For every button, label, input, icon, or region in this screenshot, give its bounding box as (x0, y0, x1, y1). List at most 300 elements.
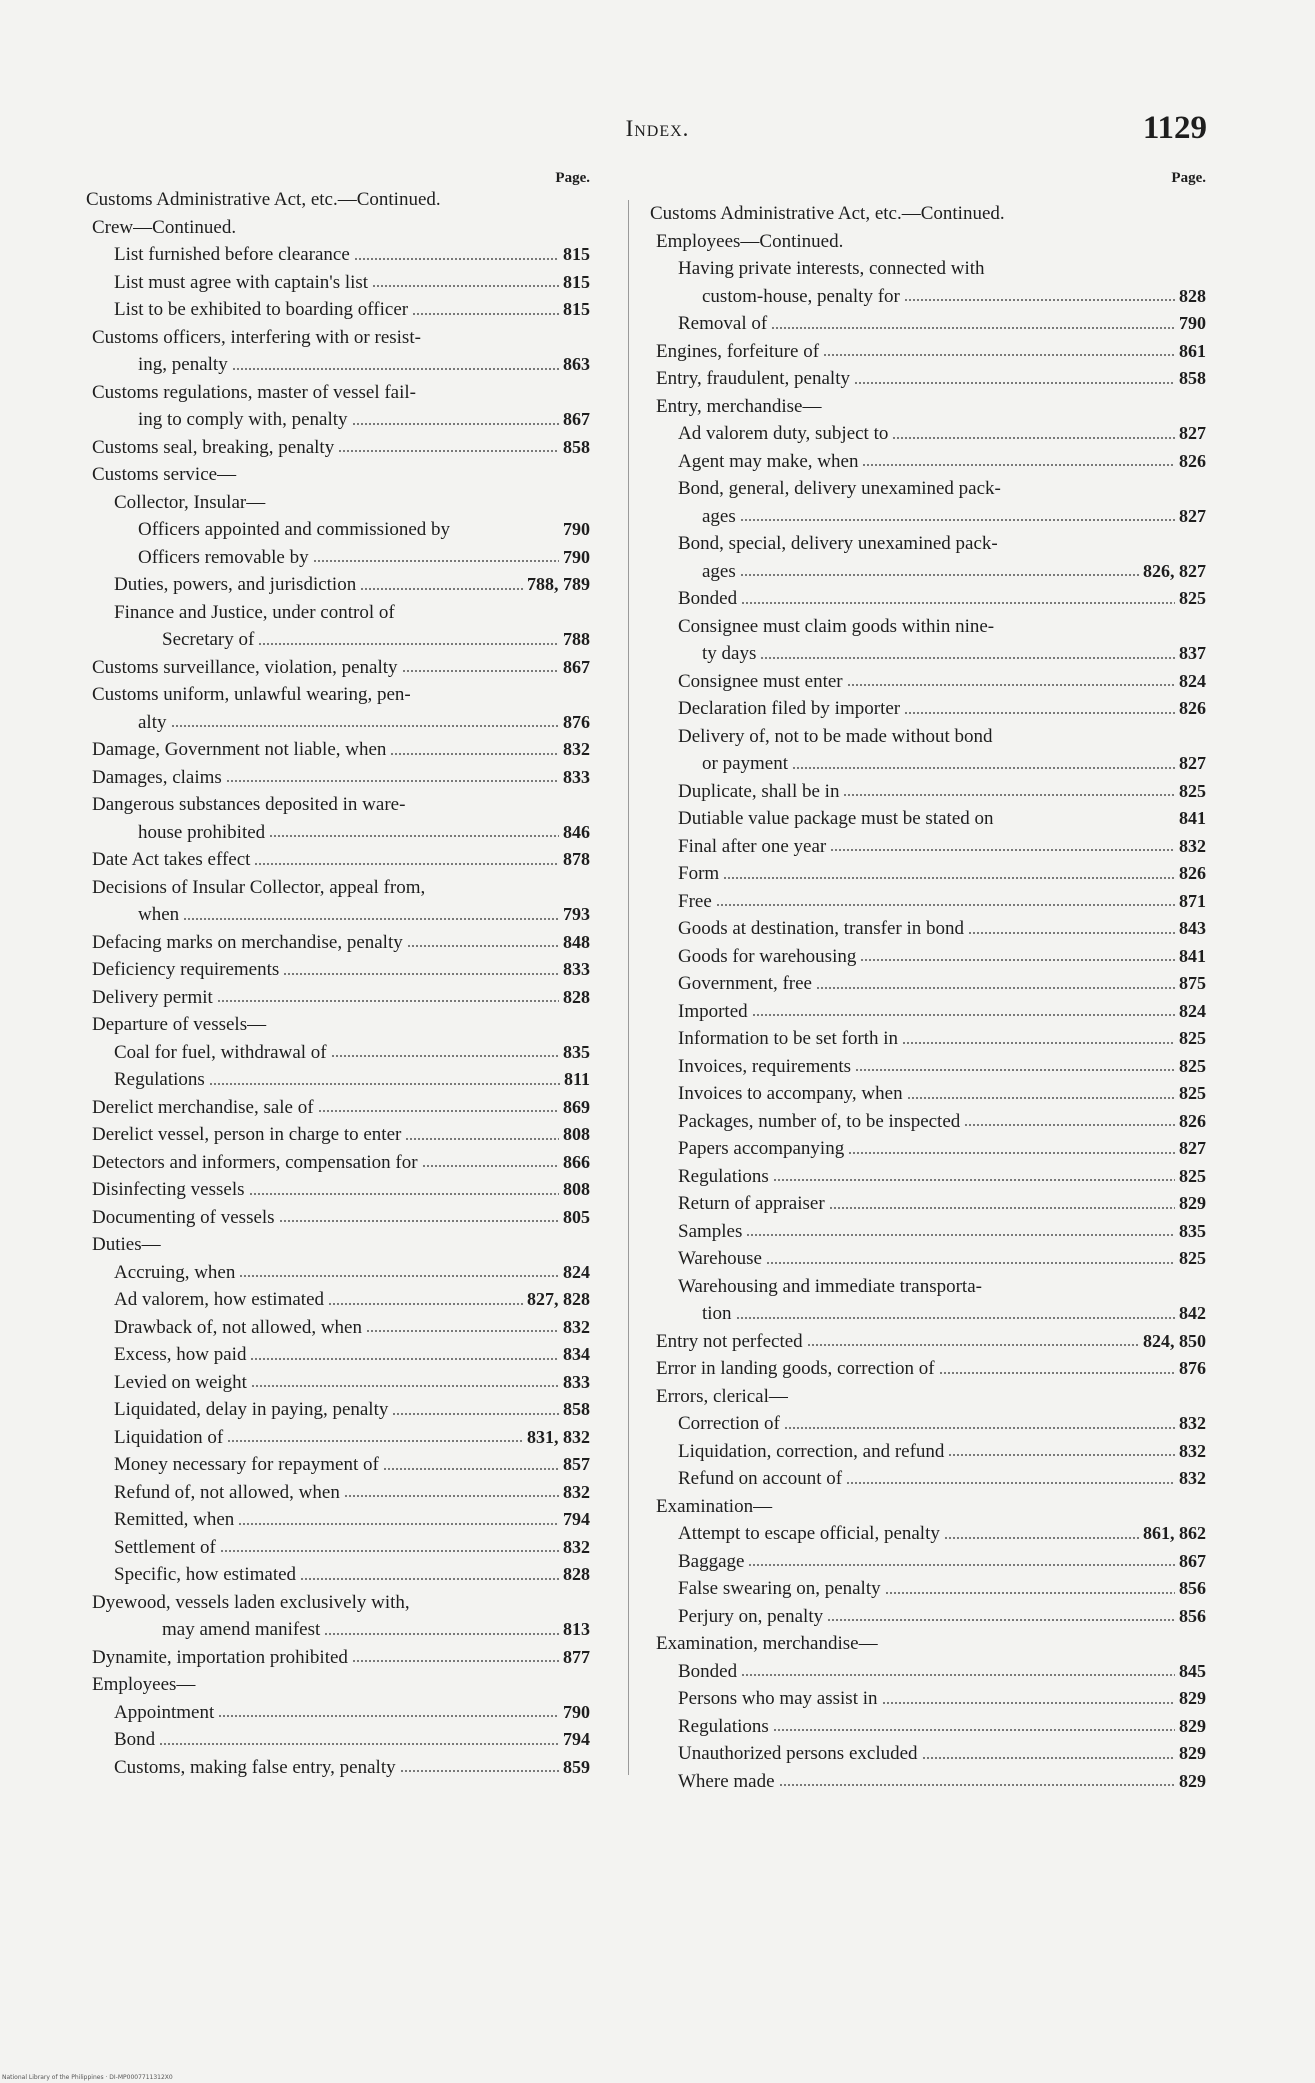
index-entry-text: Persons who may assist in (678, 1688, 878, 1709)
index-entry (650, 695, 1206, 723)
index-entry-text: Finance and Justice, under control of (114, 601, 395, 623)
dot-leader (723, 877, 1175, 879)
page-reference: 827 (1179, 423, 1206, 443)
page-reference: 790 (563, 546, 590, 567)
index-entry-text: Attempt to escape official, penalty (678, 1523, 940, 1544)
page-reference: 871 (1179, 890, 1206, 911)
page-reference: 825 (1179, 588, 1206, 608)
page-reference: 843 (1179, 918, 1206, 938)
dot-leader (390, 753, 559, 755)
page-reference: 878 (563, 849, 590, 869)
index-entry (86, 269, 590, 297)
index-entry (86, 681, 590, 709)
index-entry-text: Entry, merchandise— (656, 395, 822, 417)
index-entry (86, 1506, 590, 1534)
index-entry-text: Errors, clerical— (656, 1385, 788, 1407)
page-reference: 815 (563, 271, 590, 292)
index-entry-text: Appointment (114, 1701, 215, 1723)
index-entry-text: Duplicate, shall be in (678, 780, 840, 802)
page-reference: 829 (1179, 1743, 1206, 1763)
index-entry (86, 1286, 590, 1314)
index-entry (650, 1135, 1206, 1163)
index-entry (86, 1424, 590, 1452)
index-entry-text: ages (702, 505, 736, 527)
index-entry (86, 1616, 590, 1644)
index-entry (650, 503, 1206, 531)
index-entry-text: Examination, merchandise— (656, 1633, 878, 1654)
page-reference: 805 (563, 1206, 590, 1227)
dot-leader (249, 1193, 559, 1195)
dot-leader (843, 794, 1175, 796)
dot-leader (217, 1000, 559, 1002)
dot-leader (407, 945, 559, 947)
page-reference: 824, 850 (1143, 1330, 1206, 1351)
page-reference: 825 (1179, 780, 1206, 801)
dot-leader (740, 519, 1175, 521)
index-entry-text: Specific, how estimated (114, 1564, 297, 1585)
page-reference: 841 (1179, 808, 1206, 828)
dot-leader (807, 1344, 1139, 1346)
index-entry (86, 599, 590, 627)
index-entry (650, 1575, 1206, 1603)
page-reference: 825 (1179, 1248, 1206, 1268)
dot-leader (344, 1495, 559, 1497)
index-entry-text: ages (702, 560, 736, 582)
index-entry-text: house prohibited (138, 821, 266, 843)
index-entry (86, 241, 590, 269)
index-entry-text: Bonded (678, 1660, 738, 1682)
index-entry (650, 1218, 1206, 1246)
index-entry (650, 1520, 1206, 1548)
page-reference: 825 (1179, 1165, 1206, 1186)
dot-leader (300, 1578, 559, 1580)
index-entry-text: Declaration filed by importer (678, 698, 901, 719)
dot-leader (254, 863, 559, 865)
index-entry (650, 1713, 1206, 1741)
index-entry (86, 1451, 590, 1479)
index-entry (650, 1685, 1206, 1713)
page-reference: 877 (563, 1646, 590, 1667)
index-entry (86, 1094, 590, 1122)
index-entry-text: Final after one year (678, 835, 827, 857)
index-entry (86, 1589, 590, 1617)
dot-leader (331, 1055, 559, 1057)
index-entry (650, 283, 1206, 311)
index-entry (86, 1644, 590, 1672)
index-entry-text: Bond (114, 1729, 156, 1750)
index-entry-text: Bonded (678, 588, 738, 609)
index-entry (86, 1259, 590, 1287)
index-entry-text: Having private interests, connected with (678, 258, 985, 279)
index-entry (86, 544, 590, 572)
page-reference: 815 (563, 244, 590, 264)
index-entry (650, 943, 1206, 971)
index-entry (86, 214, 590, 242)
dot-leader (338, 450, 559, 452)
index-entry-text: Consignee must claim goods within nine- (678, 615, 995, 637)
index-entry (86, 1341, 590, 1369)
index-entry-text: Drawback of, not allowed, when (114, 1316, 362, 1338)
index-entry-text: Customs surveillance, violation, penalty (92, 656, 398, 678)
dot-leader (823, 354, 1175, 356)
index-entry-text: Where made (678, 1770, 775, 1792)
dot-leader (328, 1303, 523, 1305)
page-reference: 794 (563, 1509, 590, 1529)
index-entry-text: Dangerous substances deposited in ware- (92, 794, 406, 815)
index-entry-text: Goods for warehousing (678, 945, 857, 967)
index-entry (650, 1740, 1206, 1768)
index-entry (86, 736, 590, 764)
dot-leader (792, 767, 1175, 769)
index-entry (86, 1369, 590, 1397)
index-entry-text: Documenting of vessels (92, 1206, 275, 1228)
index-entry-text: Money necessary for repayment of (114, 1454, 379, 1475)
index-entry-text: Departure of vessels— (92, 1014, 267, 1035)
index-entry-text: Derelict vessel, person in charge to enter (92, 1124, 402, 1145)
dot-leader (746, 1234, 1175, 1236)
index-entry-text: Delivery of, not to be made without bond (678, 725, 993, 747)
page-reference: 833 (563, 766, 590, 787)
page-reference: 876 (1179, 1358, 1206, 1378)
dot-leader (784, 1427, 1175, 1429)
page-reference: 790 (1179, 313, 1206, 333)
index-entry (650, 558, 1206, 586)
index-entry (650, 668, 1206, 696)
dot-leader (354, 258, 559, 260)
index-entry-text: Crew—Continued. (92, 216, 237, 238)
index-entry (650, 833, 1206, 861)
page-reference: 832 (563, 1536, 590, 1557)
dot-leader (283, 973, 559, 975)
dot-leader (862, 464, 1175, 466)
dot-leader (159, 1743, 559, 1745)
dot-leader (412, 313, 559, 315)
index-entry-text: Ad valorem, how estimated (114, 1289, 325, 1310)
dot-leader (827, 1619, 1175, 1621)
index-entry (650, 778, 1206, 806)
index-entry-text: Delivery permit (92, 986, 213, 1008)
index-entry-text: List to be exhibited to boarding officer (114, 299, 409, 320)
index-entry (86, 1204, 590, 1232)
dot-leader (885, 1592, 1175, 1594)
index-entry-text: Agent may make, when (678, 450, 859, 472)
index-entry (86, 516, 590, 544)
index-entry-text: Employees— (92, 1674, 196, 1695)
page-reference: 848 (563, 931, 590, 952)
page-reference: 826, 827 (1143, 560, 1206, 581)
page-reference: 842 (1179, 1303, 1206, 1323)
dot-leader (209, 1083, 560, 1085)
index-entry (86, 461, 590, 489)
index-entry-text: Employees—Continued. (656, 230, 844, 252)
page-reference: 869 (563, 1096, 590, 1117)
index-entry-text: Customs regulations, master of vessel fail- (92, 381, 416, 403)
dot-leader (422, 1165, 559, 1167)
index-entry-text: ing, penalty (138, 354, 228, 375)
index-entry-text: Bond, special, delivery unexamined pack- (678, 533, 998, 554)
dot-leader (904, 712, 1175, 714)
index-entry (86, 186, 590, 214)
dot-leader (907, 1097, 1175, 1099)
index-entry (86, 1066, 590, 1094)
index-entry (650, 1053, 1206, 1081)
index-entry-text: Correction of (678, 1413, 780, 1434)
page-reference: 788 (563, 629, 590, 649)
index-entry-text: Duties— (92, 1234, 161, 1255)
page-reference: 856 (1179, 1578, 1206, 1598)
index-entry (650, 1108, 1206, 1136)
index-entry (86, 1231, 590, 1259)
index-entry-text: when (138, 904, 180, 925)
page-reference: 832 (1179, 1468, 1206, 1488)
dot-leader (882, 1702, 1176, 1704)
dot-leader (948, 1454, 1175, 1456)
index-entry-text: Information to be set forth in (678, 1028, 899, 1049)
dot-leader (968, 932, 1175, 934)
page-reference: 793 (563, 904, 590, 924)
dot-leader (392, 1413, 559, 1415)
index-entry-text: Excess, how paid (114, 1344, 247, 1365)
index-entry-text: Imported (678, 1000, 748, 1022)
index-entry (86, 1314, 590, 1342)
index-entry-text: Invoices, requirements (678, 1055, 852, 1077)
dot-leader (405, 1138, 559, 1140)
index-entry (86, 1479, 590, 1507)
index-entry-text: Customs officers, interfering with or resist- (92, 326, 421, 348)
page-reference: 828 (1179, 285, 1206, 306)
page-reference: 835 (1179, 1220, 1206, 1241)
index-entry (86, 791, 590, 819)
dot-leader (848, 1152, 1175, 1154)
dot-leader (227, 1440, 523, 1442)
page-reference: 826 (1179, 698, 1206, 718)
dot-leader (171, 725, 560, 727)
index-entry (650, 1548, 1206, 1576)
page-reference: 828 (563, 1564, 590, 1584)
page-reference: 867 (1179, 1550, 1206, 1571)
index-entry (650, 1300, 1206, 1328)
index-entry (86, 434, 590, 462)
index-entry-text: Customs, making false entry, penalty (114, 1756, 396, 1778)
index-entry (650, 1355, 1206, 1383)
dot-leader (766, 1262, 1175, 1264)
dot-leader (232, 368, 559, 370)
index-entry (650, 365, 1206, 393)
index-entry-text: Officers removable by (138, 546, 309, 568)
index-entry (86, 1534, 590, 1562)
index-entry (650, 530, 1206, 558)
index-entry-text: Form (678, 863, 720, 884)
index-entry-text: Disinfecting vessels (92, 1179, 245, 1200)
index-entry (86, 379, 590, 407)
index-entry-text: Customs Administrative Act, etc.—Continued. (86, 189, 441, 210)
page-reference: 815 (563, 299, 590, 319)
page-reference: 829 (1179, 1193, 1206, 1213)
page-reference: 827, 828 (527, 1289, 590, 1309)
page-reference: 826 (1179, 1110, 1206, 1131)
index-entry-text: tion (702, 1303, 732, 1324)
index-entry (650, 1465, 1206, 1493)
index-entry (650, 888, 1206, 916)
index-entry (650, 1438, 1206, 1466)
dot-leader (269, 835, 559, 837)
index-entry (650, 723, 1206, 751)
dot-leader (902, 1042, 1175, 1044)
page-reference: 828 (563, 986, 590, 1007)
dot-leader (251, 1385, 559, 1387)
index-entry (86, 571, 590, 599)
index-entry-text: Derelict merchandise, sale of (92, 1096, 314, 1118)
page-reference: 827 (1179, 753, 1206, 773)
index-entry-text: Packages, number of, to be inspected (678, 1110, 961, 1132)
index-entry-text: Detectors and informers, compensation for (92, 1151, 418, 1173)
index-entry (650, 585, 1206, 613)
page-reference: 867 (563, 409, 590, 429)
index-entry (86, 1121, 590, 1149)
index-entry (650, 420, 1206, 448)
page-column-label: Page. (1171, 170, 1206, 186)
page-reference: 831, 832 (527, 1426, 590, 1447)
dot-leader (944, 1537, 1139, 1539)
index-entry-text: alty (138, 711, 167, 733)
index-entry (86, 1561, 590, 1589)
index-entries-left (86, 186, 590, 1781)
page-reference: 788, 789 (527, 574, 590, 594)
dot-leader (324, 1633, 559, 1635)
dot-leader (860, 959, 1175, 961)
index-entry-text: Warehousing and immediate transporta- (678, 1275, 982, 1297)
index-entry (650, 200, 1206, 228)
dot-leader (741, 602, 1175, 604)
index-entry-text: ty days (702, 643, 757, 664)
page-reference: 824 (1179, 670, 1206, 691)
index-entry-text: Defacing marks on merchandise, penalty (92, 931, 403, 953)
index-entry (86, 984, 590, 1012)
index-entry-text: Perjury on, penalty (678, 1605, 824, 1627)
dot-leader (854, 382, 1175, 384)
page-reference: 829 (1179, 1770, 1206, 1791)
index-entry (86, 1699, 590, 1727)
dot-leader (816, 987, 1175, 989)
index-entry (650, 338, 1206, 366)
dot-leader (250, 1358, 559, 1360)
dot-leader (238, 1523, 559, 1525)
dot-leader (752, 1014, 1175, 1016)
index-entry (86, 846, 590, 874)
dot-leader (716, 904, 1175, 906)
index-entry-text: or payment (702, 753, 789, 774)
dot-leader (226, 780, 559, 782)
index-entry-text: Liquidation, correction, and refund (678, 1440, 945, 1462)
index-entry (86, 874, 590, 902)
page-reference: 833 (563, 959, 590, 979)
index-entry-text: Return of appraiser (678, 1193, 825, 1214)
index-entry-text: Accruing, when (114, 1261, 236, 1283)
page-reference: 826 (1179, 863, 1206, 883)
index-entry-text: Levied on weight (114, 1371, 247, 1393)
index-entry-text: Officers appointed and commissioned by (138, 519, 451, 540)
index-entry (86, 709, 590, 737)
dot-leader (220, 1550, 559, 1552)
index-entry-text: Papers accompanying (678, 1138, 845, 1159)
page-reference: 841 (1179, 945, 1206, 966)
page-reference: 832 (1179, 1413, 1206, 1433)
page-reference: 832 (1179, 1440, 1206, 1461)
index-entry (86, 324, 590, 352)
page-reference: 832 (563, 1316, 590, 1337)
index-entry-text: Regulations (114, 1069, 205, 1090)
page-number: 1129 (1142, 110, 1207, 146)
index-entry (650, 1493, 1206, 1521)
page-reference: 825 (1179, 1083, 1206, 1103)
index-entry-text: Decisions of Insular Collector, appeal from, (92, 876, 426, 898)
page-reference: 858 (563, 436, 590, 457)
page-reference: 833 (563, 1371, 590, 1392)
index-entry-text: ing to comply with, penalty (138, 409, 348, 430)
dot-leader (736, 1317, 1175, 1319)
index-entry (650, 255, 1206, 283)
index-entry (86, 929, 590, 957)
index-entry (650, 1328, 1206, 1356)
page-reference: 837 (1179, 643, 1206, 663)
index-entry-text: may amend manifest (162, 1619, 321, 1640)
index-entry-text: Duties, powers, and jurisdiction (114, 574, 357, 595)
page-reference: 861 (1179, 340, 1206, 361)
index-entry (650, 1603, 1206, 1631)
index-entry (86, 1671, 590, 1699)
page-reference: 826 (1179, 450, 1206, 471)
dot-leader (360, 588, 523, 590)
page-reference: 861, 862 (1143, 1523, 1206, 1543)
index-entry (650, 1080, 1206, 1108)
page-reference: 794 (563, 1729, 590, 1749)
index-entry (86, 1754, 590, 1782)
index-entry (86, 296, 590, 324)
page-reference: 790 (563, 519, 590, 539)
page-reference: 867 (563, 656, 590, 677)
index-entry (650, 1768, 1206, 1796)
index-entry-text: Removal of (678, 313, 768, 334)
dot-leader (239, 1275, 559, 1277)
dot-leader (829, 1207, 1175, 1209)
index-entry-text: Damages, claims (92, 766, 222, 788)
index-entry (86, 764, 590, 792)
index-entries-right (650, 200, 1206, 1795)
dot-leader (383, 1468, 559, 1470)
index-entry-text: Deficiency requirements (92, 959, 280, 980)
page-reference: 835 (563, 1041, 590, 1062)
dot-leader (279, 1220, 559, 1222)
index-entry (650, 805, 1206, 833)
index-entry (650, 1025, 1206, 1053)
page-reference: 825 (1179, 1055, 1206, 1076)
index-entry (86, 1039, 590, 1067)
page-reference: 832 (1179, 835, 1206, 856)
index-entry-text: Date Act takes effect (92, 849, 251, 870)
dot-leader (402, 670, 559, 672)
index-entry (650, 448, 1206, 476)
page-reference: 790 (563, 1701, 590, 1722)
index-entry (650, 1245, 1206, 1273)
index-entry-text: custom-house, penalty for (702, 285, 900, 307)
index-entry-text: Customs service— (92, 464, 237, 485)
index-entry-text: Dutiable value package must be stated on (678, 808, 994, 829)
page-reference: 824 (563, 1261, 590, 1282)
index-entry-text: Dyewood, vessels laden exclusively with, (92, 1591, 410, 1613)
index-entry-text: Liquidation of (114, 1426, 224, 1448)
index-entry-text: Examination— (656, 1495, 773, 1517)
page-reference: 811 (563, 1069, 590, 1089)
